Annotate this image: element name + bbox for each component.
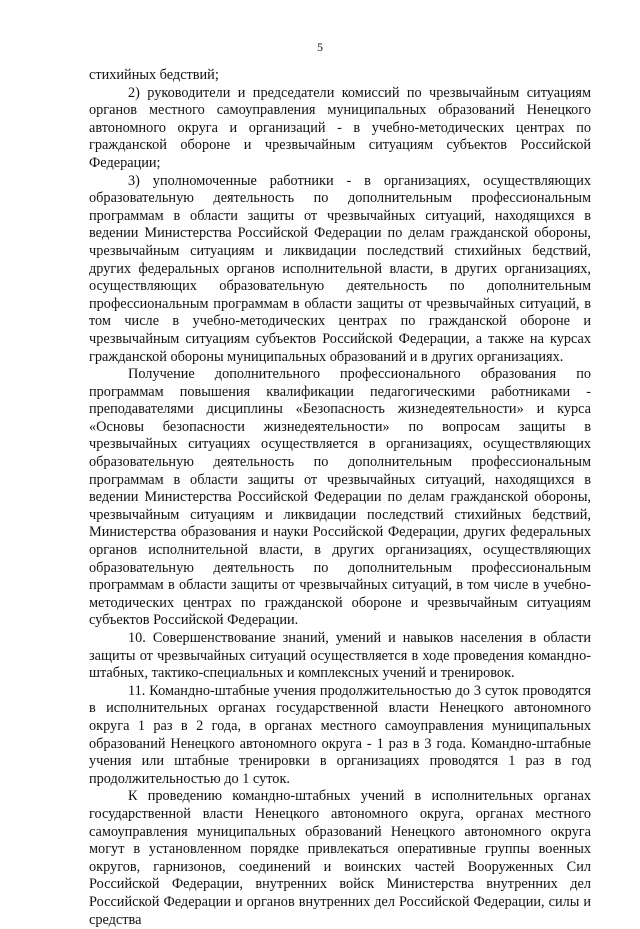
paragraph-exercises-participants: К проведению командно-штабных учений в исполнительных органах государственной власти Ненецкого автономного округа, органах местного самоуправления муниципальных образований Ненецкого автономного округа могут в установленном порядке привлекаться оперативные группы военных округов, гарнизонов, соединений и воинских частей Вооруженных Сил Российской Федерации, внутренних войск Министерства внутренних дел Российской Федерации и органов внутренних дел Российской Федерации, силы и средства bbox=[89, 788, 591, 928]
paragraph-clause-10: 10. Совершенствование знаний, умений и навыков населения в области защиты от чрезвычайных ситуаций осуществляется в ходе проведения командно-штабных, тактико-специальных и комплексных учений и тренировок. bbox=[89, 630, 591, 682]
paragraph-continuation: стихийных бедствий; bbox=[89, 67, 219, 83]
page-number: 5 bbox=[317, 40, 323, 54]
paragraph-item-3: 3) уполномоченные работники - в организациях, осуществляющих образовательную деятельность по дополнительным профессиональным программам в области защиты от чрезвычайных ситуаций, находящихся в ведении Министерства Российской Федерации по делам гражданской обороны, чрезвычайным ситуациям и ликвидации последствий стихийных бедствий, других федеральных органов исполнительной власти, в других организациях, осуществляющих образовательную деятельность по дополнительным профессиональным программам в области защиты от чрезвычайных ситуаций, в том числе в учебно-методических центрах по гражданской обороне и чрезвычайным ситуациям субъектов Российской Федерации, а также на курсах гражданской обороны муниципальных образований и в других организациях. bbox=[89, 172, 591, 365]
paragraph-teacher-training: Получение дополнительного профессионального образования по программам повышения квалификации педагогическими работниками - преподавателями дисциплины «Безопасность жизнедеятельности» и курса «Основы безопасности жизнедеятельности» по вопросам защиты в чрезвычайных ситуациях осуществляется в организациях, осуществляющих образовательную деятельность по дополнительным профессиональным программам в области защиты от чрезвычайных ситуаций, находящихся в ведении Министерства Российской Федерации по делам гражданской обороны, чрезвычайным ситуациям и ликвидации последствий стихийных бедствий, Министерства образования и науки Российской Федерации, других федеральных органов исполнительной власти, в других организациях, осуществляющих образовательную деятельность по дополнительным профессиональным программам в области защиты от чрезвычайных ситуаций, в том числе в учебно-методических центрах по гражданской обороне и чрезвычайным ситуациям субъектов Российской Федерации. bbox=[89, 366, 591, 629]
paragraph-clause-11: 11. Командно-штабные учения продолжительностью до 3 суток проводятся в исполнительных органах государственной власти Ненецкого автономного округа 1 раз в 2 года, в органах местного самоуправления муниципальных образований Ненецкого автономного округа - 1 раз в 3 года. Командно-штабные учения или штабные тренировки в организациях проводятся 1 раз в год продолжительностью до 1 суток. bbox=[89, 682, 591, 787]
paragraph-item-2: 2) руководители и председатели комиссий по чрезвычайным ситуациям органов местного самоуправления муниципальных образований Ненецкого автономного округа и организаций - в учебно-методических центрах по гражданской обороне и чрезвычайным ситуациям субъектов Российской Федерации; bbox=[89, 84, 591, 171]
document-body bbox=[89, 67, 591, 929]
